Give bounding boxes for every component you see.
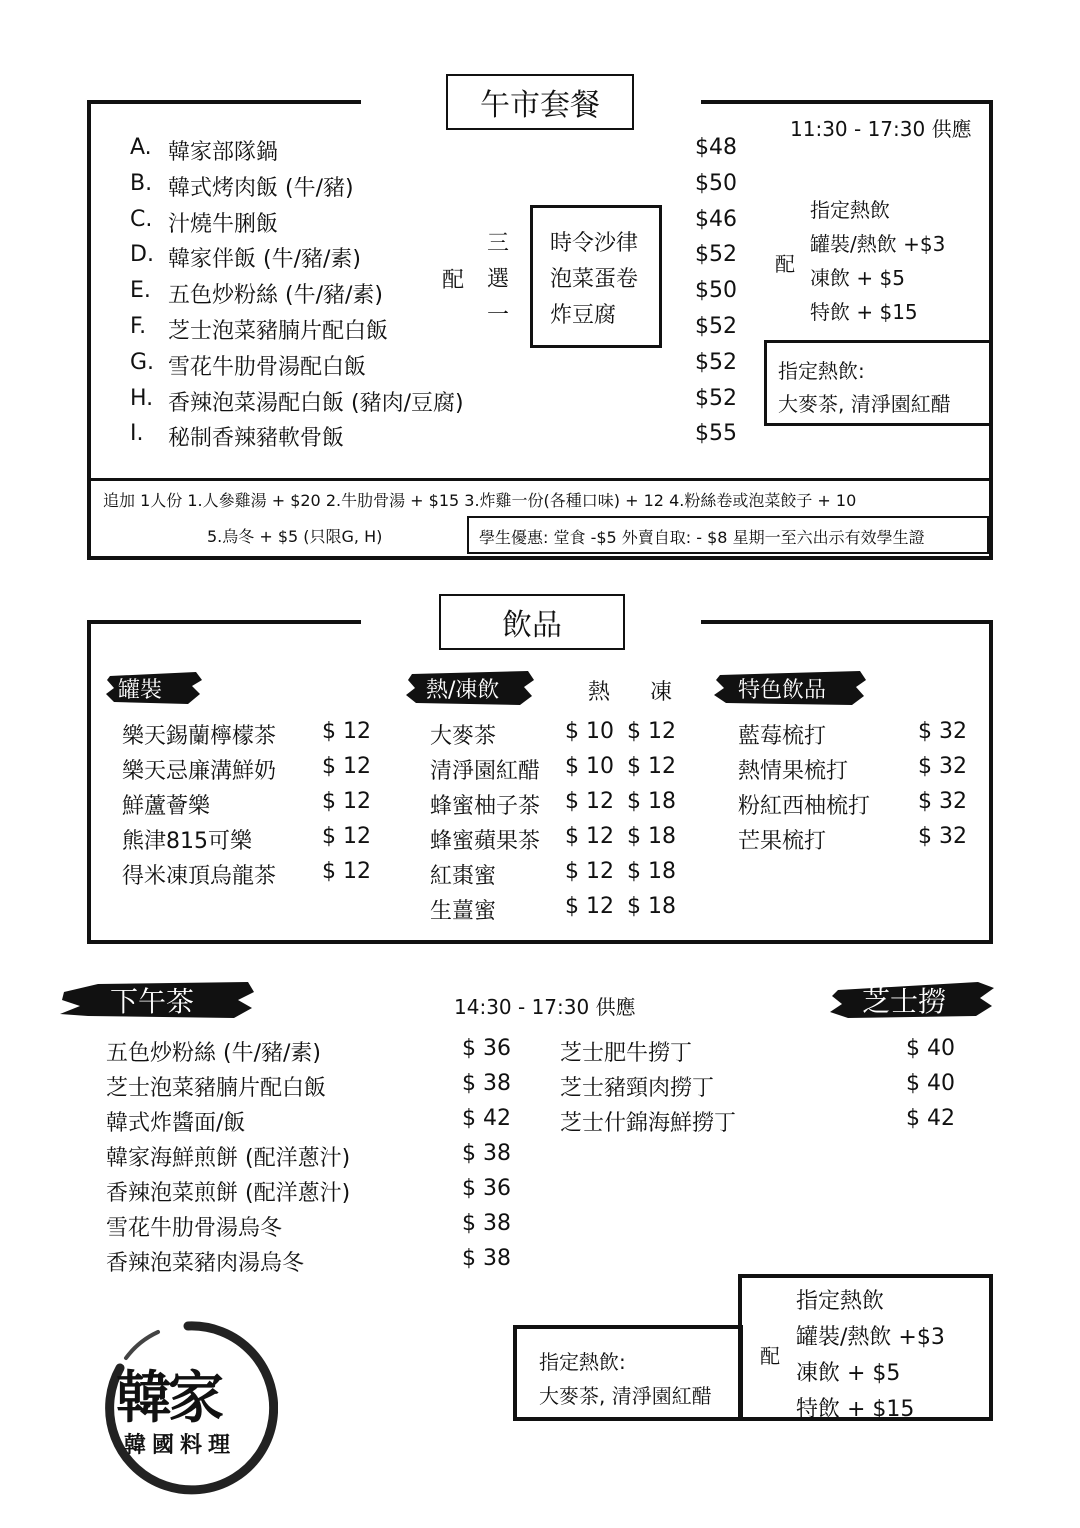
lunch-item-price: $50 (695, 278, 737, 304)
hotcold-item-cold-price: $ 18 (627, 789, 676, 814)
hotcold-item-cold-price: $ 12 (627, 719, 676, 744)
logo-sub: 韓國料理 (124, 1432, 237, 1458)
special-header (712, 668, 868, 708)
cheese-item-price: $ 40 (906, 1036, 955, 1061)
hotcold-header-label: 熱/凍飲 (426, 677, 500, 703)
cheese-item-name: 芝士豬頸肉撈丁 (560, 1076, 715, 1101)
tea-item-name: 芝士泡菜豬腩片配白飯 (106, 1076, 327, 1101)
drink-option-3: 凍飲 + $5 (810, 266, 905, 290)
tea-item-name: 韓家海鮮煎餅 (配洋蔥汁) (106, 1146, 351, 1171)
hotcold-item-hot-price: $ 10 (565, 754, 614, 779)
special-item-name: 芒果梳打 (738, 829, 827, 854)
tea-item-price: $ 38 (462, 1246, 511, 1271)
tea-header-label: 下午茶 (110, 985, 195, 1018)
hotcold-item-name: 紅棗蜜 (430, 864, 497, 889)
tea-item-name: 五色炒粉絲 (牛/豬/素) (106, 1041, 321, 1066)
special-item-price: $ 32 (918, 824, 967, 849)
hotcold-item-name: 蜂蜜柚子茶 (430, 794, 541, 819)
lunch-item-code: E. (130, 278, 151, 304)
restaurant-logo (98, 1318, 278, 1498)
tea-item-price: $ 38 (462, 1071, 511, 1096)
tea-designated-title: 指定熱飲: (539, 1350, 626, 1374)
lunch-item-code: I. (130, 421, 144, 447)
lunch-item-name: 韓家伴飯 (牛/豬/素) (168, 247, 361, 273)
tea-designated-box (513, 1325, 743, 1421)
addon-line-1: 追加 1人份 1.人參雞湯 + $20 2.牛肋骨湯 + $15 3.炸雞一份(各種口味) + 12 4.粉絲卷或泡菜餃子 + 10 (103, 491, 857, 510)
cold-label: 凍 (650, 680, 673, 705)
hotcold-item-name: 清淨園紅醋 (430, 759, 541, 784)
lunch-item-code: A. (130, 135, 152, 160)
canned-header (104, 668, 204, 708)
hot-label: 熱 (588, 680, 611, 705)
lunch-designated-list: 大麥茶, 清淨園紅醋 (778, 392, 951, 416)
hotcold-item-hot-price: $ 12 (565, 859, 614, 884)
lunch-hours: 11:30 - 17:30 供應 (790, 117, 972, 141)
drink-option-1: 指定熱飲 (810, 198, 890, 222)
drink-option-4: 特飲 + $15 (810, 300, 918, 324)
lunch-item-code: B. (130, 170, 153, 196)
tea-pair-label: 配 (760, 1344, 780, 1368)
tea-item-price: $ 42 (462, 1106, 511, 1131)
lunch-title: 午市套餐 (446, 74, 634, 130)
lunch-item-name: 韓式烤肉飯 (牛/豬) (168, 175, 354, 201)
choose-char-3: 一 (487, 303, 510, 328)
canned-item-name: 得米凍頂烏龍茶 (122, 864, 277, 889)
side-salad: 時令沙律 (550, 231, 639, 256)
lunch-designated-box (764, 340, 993, 426)
tea-option-1: 指定熱飲 (796, 1289, 885, 1314)
special-item-name: 藍莓梳打 (738, 724, 827, 749)
student-offer: 學生優惠: 堂食 -$5 外賣自取: - $8 星期一至六出示有效學生證 (479, 528, 925, 547)
logo-main: 韓家 (116, 1365, 220, 1431)
hotcold-item-name: 蜂蜜蘋果茶 (430, 829, 541, 854)
hotcold-item-hot-price: $ 12 (565, 824, 614, 849)
sides-box (530, 205, 662, 348)
tea-item-name: 香辣泡菜豬肉湯烏冬 (106, 1251, 305, 1276)
canned-item-price: $ 12 (322, 859, 371, 884)
drink-pair-label: 配 (775, 252, 795, 276)
hotcold-item-hot-price: $ 12 (565, 894, 614, 919)
lunch-item-price: $52 (695, 314, 737, 339)
lunch-item-price: $52 (695, 349, 737, 375)
canned-item-name: 樂天錫蘭檸檬茶 (122, 724, 277, 749)
choose-char-1: 三 (487, 231, 510, 256)
tea-item-name: 韓式炸醬面/飯 (106, 1111, 246, 1136)
lunch-item-price: $48 (695, 135, 737, 160)
lunch-item-name: 韓家部隊鍋 (168, 140, 279, 165)
student-box (467, 516, 989, 554)
special-item-price: $ 32 (918, 719, 967, 744)
hotcold-item-hot-price: $ 10 (565, 719, 614, 744)
lunch-item-code: G. (130, 349, 155, 375)
canned-item-name: 熊津815可樂 (122, 829, 252, 854)
cheese-item-name: 芝士什錦海鮮撈丁 (560, 1111, 737, 1136)
tea-option-4: 特飲 + $15 (796, 1397, 915, 1422)
lunch-designated-title: 指定熱飲: (778, 359, 865, 383)
lunch-item-name: 汁燒牛脷飯 (168, 211, 279, 237)
tea-option-3: 凍飲 + $5 (796, 1361, 901, 1386)
tea-item-price: $ 38 (462, 1141, 511, 1166)
choose-char-2: 選 (487, 267, 510, 292)
lunch-item-price: $52 (695, 242, 737, 268)
hotcold-item-cold-price: $ 18 (627, 859, 676, 884)
special-item-price: $ 32 (918, 754, 967, 779)
tea-item-price: $ 38 (462, 1211, 511, 1236)
hotcold-item-cold-price: $ 18 (627, 824, 676, 849)
hotcold-item-name: 生薑蜜 (430, 899, 497, 924)
tea-option-2: 罐裝/熱飲 +$3 (796, 1325, 945, 1350)
canned-item-price: $ 12 (322, 754, 371, 779)
tea-hours: 14:30 - 17:30 供應 (454, 995, 636, 1019)
lunch-item-name: 秘制香辣豬軟骨飯 (168, 426, 345, 452)
tea-item-name: 雪花牛肋骨湯烏冬 (106, 1216, 283, 1241)
hotcold-item-cold-price: $ 18 (627, 894, 676, 919)
hotcold-item-cold-price: $ 12 (627, 754, 676, 779)
choose-three (487, 226, 509, 334)
lunch-item-name: 香辣泡菜湯配白飯 (豬肉/豆腐) (168, 390, 464, 416)
lunch-item-code: F. (130, 314, 147, 339)
special-item-name: 粉紅西柚梳打 (738, 794, 871, 819)
lunch-item-code: D. (130, 242, 154, 268)
hotcold-item-hot-price: $ 12 (565, 789, 614, 814)
canned-item-price: $ 12 (322, 719, 371, 744)
canned-item-price: $ 12 (322, 789, 371, 814)
lunch-item-code: C. (130, 206, 153, 232)
cheese-header (828, 978, 996, 1022)
cheese-item-price: $ 42 (906, 1106, 955, 1131)
drinks-title: 飲品 (439, 594, 625, 650)
lunch-item-name: 雪花牛肋骨湯配白飯 (168, 354, 367, 380)
lunch-item-price: $52 (695, 385, 737, 411)
pair-label: 配 (442, 268, 465, 293)
tea-options-box (738, 1274, 993, 1421)
lunch-item-name: 五色炒粉絲 (牛/豬/素) (168, 283, 383, 309)
tea-header (58, 978, 256, 1022)
lunch-item-price: $50 (695, 170, 737, 196)
side-egg-roll: 泡菜蛋卷 (550, 267, 639, 292)
tea-item-price: $ 36 (462, 1036, 511, 1061)
hotcold-item-name: 大麥茶 (430, 724, 497, 749)
hotcold-header (404, 668, 536, 708)
special-header-label: 特色飲品 (738, 677, 827, 703)
tea-item-price: $ 36 (462, 1176, 511, 1201)
tea-designated-list: 大麥茶, 清淨園紅醋 (539, 1384, 712, 1408)
special-item-name: 熱情果梳打 (738, 759, 849, 784)
cheese-item-name: 芝士肥牛撈丁 (560, 1041, 693, 1066)
lunch-item-price: $46 (695, 206, 737, 232)
special-item-price: $ 32 (918, 789, 967, 814)
drink-option-2: 罐裝/熱飲 +$3 (810, 232, 946, 256)
side-tofu: 炸豆腐 (550, 303, 617, 328)
canned-item-name: 樂天忌廉溝鮮奶 (122, 759, 277, 784)
lunch-item-price: $55 (695, 421, 737, 447)
canned-header-label: 罐裝 (118, 677, 163, 703)
lunch-drink-options (810, 193, 945, 329)
tea-item-name: 香辣泡菜煎餅 (配洋蔥汁) (106, 1181, 351, 1206)
lunch-item-code: H. (130, 385, 154, 411)
addon-line-2: 5.烏冬 + $5 (只限G, H) (207, 527, 383, 546)
canned-item-name: 鮮蘆薈樂 (122, 794, 211, 819)
cheese-header-label: 芝士撈 (862, 985, 947, 1018)
canned-item-price: $ 12 (322, 824, 371, 849)
lunch-item-name: 芝士泡菜豬腩片配白飯 (168, 319, 389, 344)
cheese-item-price: $ 40 (906, 1071, 955, 1096)
